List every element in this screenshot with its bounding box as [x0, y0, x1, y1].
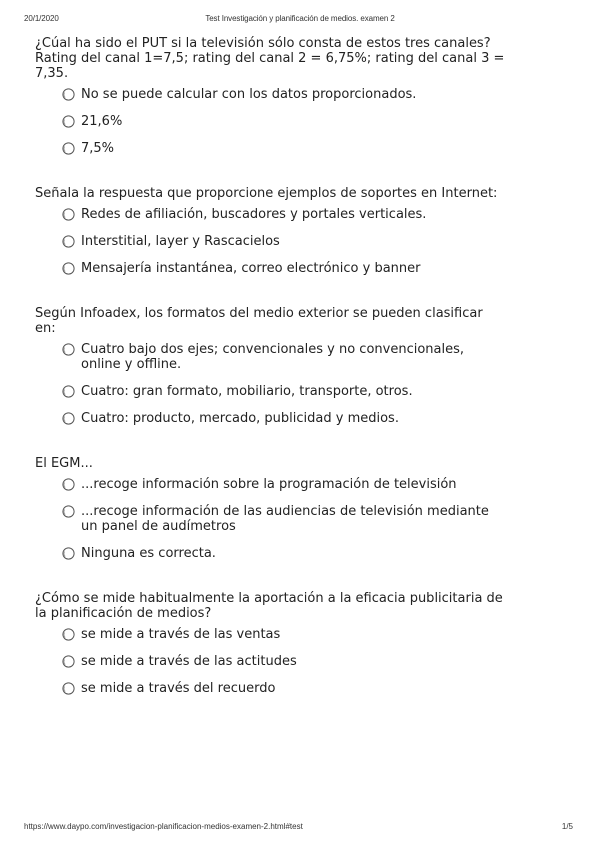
answer-option[interactable] — [62, 114, 505, 129]
radio-icon[interactable] — [62, 628, 75, 641]
answer-option[interactable] — [62, 627, 505, 642]
answer-option[interactable] — [62, 234, 505, 249]
radio-icon[interactable] — [62, 343, 75, 356]
answer-option[interactable] — [62, 261, 505, 276]
print-title: Test Investigación y planificación de medios. examen 2 — [205, 14, 395, 23]
answer-label: se mide a través de las ventas — [81, 627, 281, 642]
answer-option[interactable] — [62, 411, 505, 426]
radio-icon[interactable] — [62, 208, 75, 221]
radio-icon[interactable] — [62, 547, 75, 560]
answer-label: Cuatro bajo dos ejes; convencionales y no convencionales, online y offline. — [81, 342, 465, 372]
answer-label: Interstitial, layer y Rascacielos — [81, 234, 280, 249]
question-5 — [35, 591, 505, 696]
answer-options — [62, 207, 505, 276]
answer-option[interactable] — [62, 654, 505, 669]
answer-label: se mide a través del recuerdo — [81, 681, 276, 696]
radio-icon[interactable] — [62, 235, 75, 248]
question-3 — [35, 306, 505, 426]
radio-icon[interactable] — [62, 655, 75, 668]
print-date: 20/1/2020 — [24, 14, 59, 23]
question-text: ¿Cúal ha sido el PUT si la televisión sólo consta de estos tres canales? Rating del canal 1=7,5; rating del canal 2 = 6,75%; rating del canal 3 = 7,35. — [35, 36, 505, 81]
answer-label: 21,6% — [81, 114, 123, 129]
answer-option[interactable] — [62, 342, 505, 372]
radio-icon[interactable] — [62, 88, 75, 101]
question-text: Según Infoadex, los formatos del medio exterior se pueden clasificar en: — [35, 306, 483, 336]
question-2 — [35, 186, 505, 276]
answer-option[interactable] — [62, 546, 505, 561]
page-number: 1/5 — [561, 822, 573, 831]
answer-option[interactable] — [62, 87, 505, 102]
question-1 — [35, 36, 505, 156]
answer-label: Cuatro: producto, mercado, publicidad y medios. — [81, 411, 399, 426]
question-list — [35, 36, 505, 726]
answer-label: Cuatro: gran formato, mobiliario, transporte, otros. — [81, 384, 413, 399]
answer-label: Ninguna es correcta. — [81, 546, 216, 561]
radio-icon[interactable] — [62, 115, 75, 128]
radio-icon[interactable] — [62, 142, 75, 155]
answer-options — [62, 477, 505, 561]
question-text: El EGM... — [35, 456, 93, 471]
answer-option[interactable] — [62, 477, 505, 492]
answer-options — [62, 342, 505, 426]
question-text: ¿Cómo se mide habitualmente la aportación a la eficacia publicitaria de la planificación de medios? — [35, 591, 503, 621]
answer-label: Redes de afiliación, buscadores y portales verticales. — [81, 207, 427, 222]
answer-option[interactable] — [62, 384, 505, 399]
radio-icon[interactable] — [62, 385, 75, 398]
radio-icon[interactable] — [62, 682, 75, 695]
answer-label: se mide a través de las actitudes — [81, 654, 297, 669]
answer-option[interactable] — [62, 141, 505, 156]
radio-icon[interactable] — [62, 412, 75, 425]
answer-option[interactable] — [62, 207, 505, 222]
radio-icon[interactable] — [62, 505, 75, 518]
radio-icon[interactable] — [62, 478, 75, 491]
radio-icon[interactable] — [62, 262, 75, 275]
answer-option[interactable] — [62, 504, 505, 534]
answer-options — [62, 627, 505, 696]
answer-label: 7,5% — [81, 141, 115, 156]
answer-label: Mensajería instantánea, correo electrónico y banner — [81, 261, 421, 276]
question-4 — [35, 456, 505, 561]
answer-label: ...recoge información sobre la programación de televisión — [81, 477, 457, 492]
print-url: https://www.daypo.com/investigacion-planificacion-medios-examen-2.html#test — [24, 822, 303, 831]
answer-options — [62, 87, 505, 156]
answer-label: ...recoge información de las audiencias de televisión mediante un panel de audímetros — [81, 504, 489, 534]
question-text: Señala la respuesta que proporcione ejemplos de soportes en Internet: — [35, 186, 498, 201]
answer-label: No se puede calcular con los datos proporcionados. — [81, 87, 417, 102]
answer-option[interactable] — [62, 681, 505, 696]
